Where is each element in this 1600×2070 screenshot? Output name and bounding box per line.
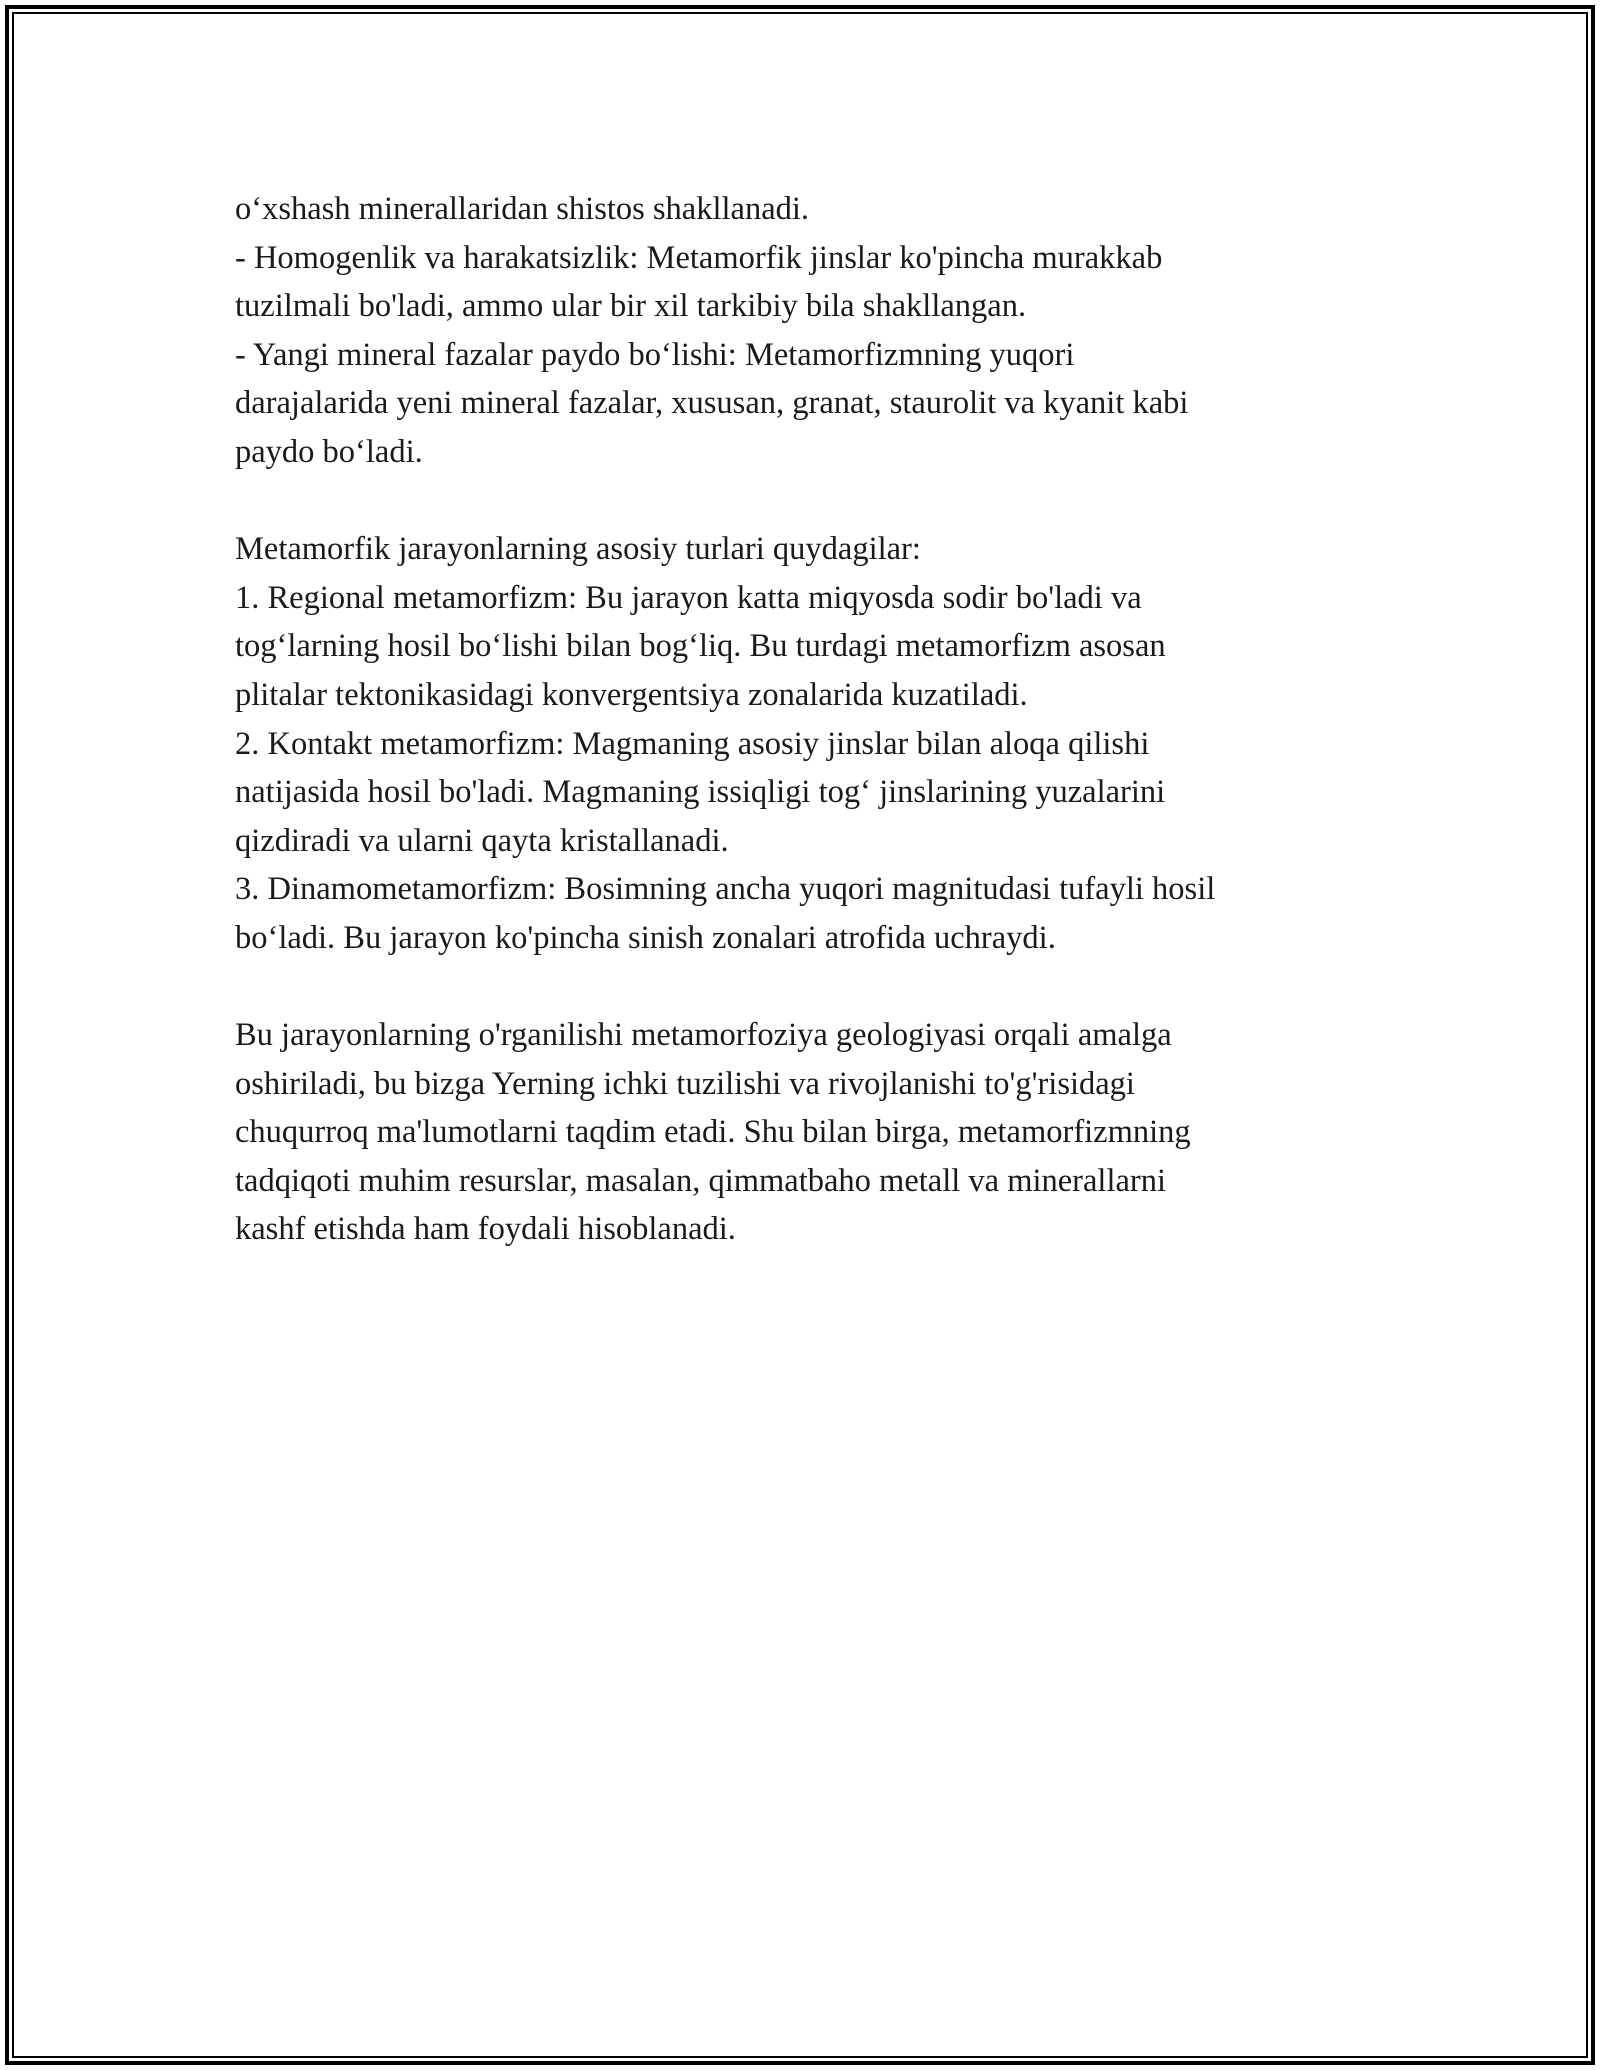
text-line: tuzilmali bo'ladi, ammo ular bir xil tarkibiy bila shakllangan. <box>235 288 1027 325</box>
paragraph-mineral-properties <box>235 185 1365 477</box>
text-line: qizdiradi va ularni qayta kristallanadi. <box>235 822 729 859</box>
text-line: natijasida hosil bo'ladi. Magmaning issiqligi tog‘ jinslarining yuzalarini <box>235 774 1166 811</box>
text-line: 1. Regional metamorfizm: Bu jarayon katta miqyosda sodir bo'ladi va <box>235 579 1142 616</box>
text-line: kashf etishda ham foydali hisoblanadi. <box>235 1211 736 1248</box>
text-line: tadqiqoti muhim resurslar, masalan, qimmatbaho metall va minerallarni <box>235 1162 1167 1199</box>
text-line: tog‘larning hosil bo‘lishi bilan bog‘liq. Bu turdagi metamorfizm asosan <box>235 628 1166 665</box>
text-line: - Yangi mineral fazalar paydo bo‘lishi: Metamorfizmning yuqori <box>235 336 1075 373</box>
paragraph-gap <box>235 477 1365 526</box>
text-line: oshiriladi, bu bizga Yerning ichki tuzilishi va rivojlanishi to'g'risidagi <box>235 1065 1135 1102</box>
text-line: bo‘ladi. Bu jarayon ko'pincha sinish zonalari atrofida uchraydi. <box>235 919 1056 956</box>
text-line: Metamorfik jarayonlarning asosiy turlari quydagilar: <box>235 531 921 568</box>
text-line: 2. Kontakt metamorfizm: Magmaning asosiy jinslar bilan aloqa qilishi <box>235 725 1150 762</box>
text-line: darajalarida yeni mineral fazalar, xususan, granat, staurolit va kyanit kabi <box>235 385 1189 422</box>
text-line: paydo bo‘ladi. <box>235 433 423 470</box>
text-line: Bu jarayonlarning o'rganilishi metamorfoziya geologiyasi orqali amalga <box>235 1017 1172 1054</box>
paragraph-gap <box>235 963 1365 1012</box>
paragraph-metamorphism-types <box>235 525 1365 962</box>
text-line: o‘xshash minerallaridan shistos shakllanadi. <box>235 191 810 227</box>
text-line: 3. Dinamometamorfizm: Bosimning ancha yuqori magnitudasi tufayli hosil <box>235 871 1216 908</box>
document-body <box>235 185 1365 1254</box>
paragraph-conclusion <box>235 1011 1365 1254</box>
text-line: - Homogenlik va harakatsizlik: Metamorfik jinslar ko'pincha murakkab <box>235 239 1163 276</box>
text-line: chuqurroq ma'lumotlarni taqdim etadi. Shu bilan birga, metamorfizmning <box>235 1114 1191 1151</box>
text-line: plitalar tektonikasidagi konvergentsiya zonalarida kuzatiladi. <box>235 676 1028 713</box>
